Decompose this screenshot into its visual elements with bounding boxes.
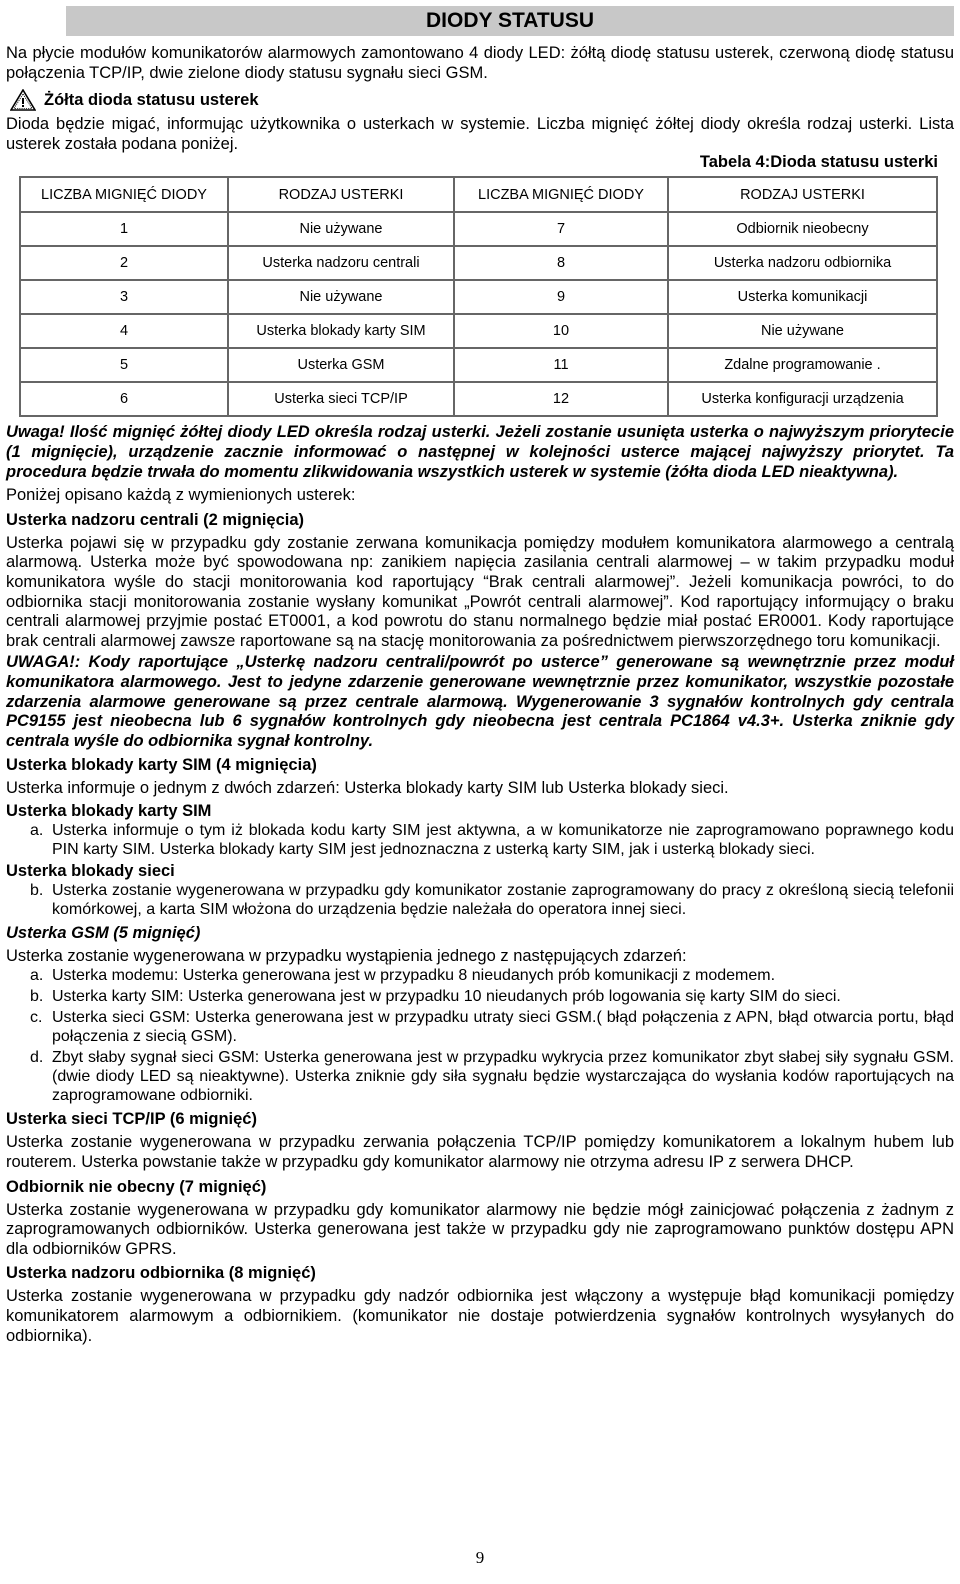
table-header-row <box>20 177 937 212</box>
cell-fault: Nie używane <box>668 314 937 348</box>
section-heading-panel-supervision: Usterka nadzoru centrali (2 mignięcia) <box>6 510 305 529</box>
section-text-tcpip: Usterka zostanie wygenerowana w przypadku zerwania połączenia TCP/IP pomiędzy komunikatorem a lokalnym hubem lub routerem. Usterka powstanie także w przypadku gdy komunikator alarmowy nie otrzyma adresu IP z serwera DHCP. <box>6 1133 954 1172</box>
section-warning-panel-supervision: UWAGA!: Kody raportujące „Usterkę nadzoru centrali/powrót po usterce” generowane są wewnętrznie przez moduł komunikatora alarmowego. Jest to jedyne zdarzenie generowane wewnętrznie przez komunikator, wszystkie pozostałe zdarzenia alarmowe generowane są przez centrale alarmową. Wygenerowanie 3 sygnałów kontrolnych gdy centrala PC9155 jest nieobecna lub 6 sygnałów kontrolnych gdy nieobecna jest centrala PC1864 v4.3+. Usterka zniknie gdy centrala wyśle do odbiornika sygnał kontrolny. <box>6 653 954 750</box>
list-text: Usterka sieci GSM: Usterka generowana jest w przypadku utraty sieci GSM.( błąd połączenia z APN, błąd otwarcia portu, błąd połączenia z siecią GSM). <box>52 1009 954 1046</box>
note-paragraph: Uwaga! Ilość mignięć żółtej diody LED określa rodzaj usterki. Jeżeli zostanie usunięta usterka o najwyższym priorytecie (1 mignięcie), urządzenie zacznie informować o następnej w kolejności usterce mającej najwyższy priorytet. Ta procedura będzie trwała do momentu zlikwidowania wszystkich usterek w systemie (żółta dioda LED nieaktywna). <box>6 423 954 481</box>
cell-fault: Usterka GSM <box>228 348 454 382</box>
list-text: Usterka informuje o tym iż blokada kodu karty SIM jest aktywna, a w komunikatorze nie zaprogramowano poprawnego kodu PIN karty SIM. Usterka blokady karty SIM jest jednoznaczna z usterką karty SIM, jak i usterką blokady sieci. <box>52 821 954 858</box>
cell-blinks: 3 <box>20 280 228 314</box>
cell-fault: Usterka nadzoru odbiornika <box>668 246 937 280</box>
list-item <box>30 1008 954 1046</box>
list-sim-lock <box>6 821 954 859</box>
list-marker: b. <box>30 988 44 1006</box>
list-marker: a. <box>30 967 44 985</box>
cell-fault: Usterka sieci TCP/IP <box>228 382 454 416</box>
cell-blinks: 4 <box>20 314 228 348</box>
list-item <box>30 881 954 919</box>
section-text-sim-lock: Usterka informuje o jednym z dwóch zdarzeń: Usterka blokady karty SIM lub Usterka blokady sieci. <box>6 779 729 798</box>
cell-blinks: 9 <box>454 280 668 314</box>
cell-fault: Usterka komunikacji <box>668 280 937 314</box>
list-item <box>30 966 954 985</box>
table-row <box>20 314 937 348</box>
cell-fault: Odbiornik nieobecny <box>668 212 937 246</box>
cell-fault: Nie używane <box>228 280 454 314</box>
cell-fault: Usterka nadzoru centrali <box>228 246 454 280</box>
list-text: Usterka modemu: Usterka generowana jest w przypadku 8 nieudanych prób komunikacji z modemem. <box>52 967 776 985</box>
subheading-sim-lock: Usterka blokady karty SIM <box>6 801 212 820</box>
cell-blinks: 8 <box>454 246 668 280</box>
cell-fault: Usterka konfiguracji urządzenia <box>668 382 937 416</box>
section-text-receiver-absent: Usterka zostanie wygenerowana w przypadku gdy komunikator alarmowy nie będzie mógł zainicjować połączenia z żadnym z zaprogramowanych odbiorników. Usterka generowana jest także w przypadku gdy nie zaprogramowano punktów dostępu APN dla odbiorników GPRS. <box>6 1200 954 1258</box>
page-title: DIODY STATUSU <box>66 6 954 36</box>
warning-text: Dioda będzie migać, informując użytkownika o usterkach w systemie. Liczba mignięć żółtej diody określa rodzaj usterki. Lista usterek została podana poniżej. <box>6 115 954 153</box>
cell-blinks: 2 <box>20 246 228 280</box>
subheading-network-lock: Usterka blokady sieci <box>6 861 175 880</box>
cell-blinks: 11 <box>454 348 668 382</box>
section-heading-receiver-supervision: Usterka nadzoru odbiornika (8 mignięć) <box>6 1264 316 1283</box>
header-blinks-1: LICZBA MIGNIĘĆ DIODY <box>20 177 228 212</box>
intro-paragraph: Na płycie modułów komunikatorów alarmowych zamontowano 4 diody LED: żółtą diodę statusu usterek, czerwoną diodę statusu połączenia TCP/IP, dwie zielone diody statusu sygnału sieci GSM. <box>6 44 954 82</box>
cell-fault: Zdalne programowanie . <box>668 348 937 382</box>
cell-blinks: 1 <box>20 212 228 246</box>
list-text: Usterka karty SIM: Usterka generowana jest w przypadku 10 nieudanych prób logowania się karty SIM do sieci. <box>52 988 841 1006</box>
list-marker: d. <box>30 1049 44 1067</box>
list-marker: a. <box>30 821 44 839</box>
cell-blinks: 10 <box>454 314 668 348</box>
table-row <box>20 348 937 382</box>
section-heading-gsm: Usterka GSM (5 mignięć) <box>6 923 201 942</box>
cell-blinks: 5 <box>20 348 228 382</box>
section-heading-tcpip: Usterka sieci TCP/IP (6 mignięć) <box>6 1110 257 1129</box>
cell-blinks: 7 <box>454 212 668 246</box>
page-number: 9 <box>475 1548 485 1567</box>
header-fault-1: RODZAJ USTERKI <box>228 177 454 212</box>
warning-triangle-icon <box>10 89 36 111</box>
list-item <box>30 1048 954 1105</box>
list-item <box>30 821 954 859</box>
table-caption: Tabela 4:Dioda statusu usterki <box>699 153 938 172</box>
section-text-receiver-supervision: Usterka zostanie wygenerowana w przypadku gdy nadzór odbiornika jest włączony a występuje błąd komunikacji pomiędzy komunikatorem alarmowym a odbiornikiem. (komunikator nie dostaje potwierdzenia sygnałów kontrolnych wysyłanych do odbiornika). <box>6 1287 954 1345</box>
cell-blinks: 6 <box>20 382 228 416</box>
cell-blinks: 12 <box>454 382 668 416</box>
warning-heading: Żółta dioda statusu usterek <box>44 90 259 109</box>
header-blinks-2: LICZBA MIGNIĘĆ DIODY <box>454 177 668 212</box>
document-page <box>6 6 954 1346</box>
cell-fault: Nie używane <box>228 212 454 246</box>
description-intro: Poniżej opisano każdą z wymienionych usterek: <box>6 486 356 505</box>
table-row <box>20 382 937 416</box>
list-gsm <box>6 966 954 1105</box>
list-text: Usterka zostanie wygenerowana w przypadku gdy komunikator zostanie zaprogramowany do pracy z określoną siecią telefonii komórkowej, a karta SIM włożona do urządzenia będzie należała do operatora innej sieci. <box>52 881 954 918</box>
list-network-lock <box>6 881 954 919</box>
section-text-panel-supervision: Usterka pojawi się w przypadku gdy zostanie zerwana komunikacja pomiędzy modułem komunikatora alarmowego a centralą alarmową. Usterka może być spowodowana np: zanikiem napięcia zasilania centrali alarmowej – w takim przypadku moduł komunikatora wyśle do stacji monitorowania kod raportujący “Brak centrali alarmowej”. Jeżeli komunikacja powróci, to do odbiornika stacji monitorowania zostanie wysłany komunikat „Powrót centrali alarmowej”. Kod raportujący informujący o braku centrali alarmowej przyjmie postać ET0001, a kod powrotu do stanu normalnego będzie miał postać ER0001. Kody raportujące brak centrali alarmowej zawsze raportowane są na stację monitorowania za pośrednictwem pierwszorzędnego toru komunikacji. <box>6 533 954 650</box>
section-text-gsm: Usterka zostanie wygenerowana w przypadku wystąpienia jednego z następujących zdarzeń: <box>6 946 687 965</box>
cell-fault: Usterka blokady karty SIM <box>228 314 454 348</box>
section-heading-sim-lock: Usterka blokady karty SIM (4 mignięcia) <box>6 756 317 775</box>
list-item <box>30 987 954 1006</box>
fault-table <box>19 176 938 417</box>
list-marker: b. <box>30 881 44 899</box>
table-row <box>20 280 937 314</box>
table-row <box>20 246 937 280</box>
section-heading-receiver-absent: Odbiornik nie obecny (7 mignięć) <box>6 1177 267 1196</box>
list-marker: c. <box>30 1009 43 1027</box>
table-row <box>20 212 937 246</box>
header-fault-2: RODZAJ USTERKI <box>668 177 937 212</box>
list-text: Zbyt słaby sygnał sieci GSM: Usterka generowana jest w przypadku wykrycia przez komunikator zbyt słabej siły sygnału GSM. (dwie diody LED są nieaktywne). Usterka zniknie gdy siła sygnału będzie wystarczająca do wysłania kodów raportujących na zaprogramowane odbiorniki. <box>52 1049 954 1105</box>
warning-block <box>6 89 954 154</box>
